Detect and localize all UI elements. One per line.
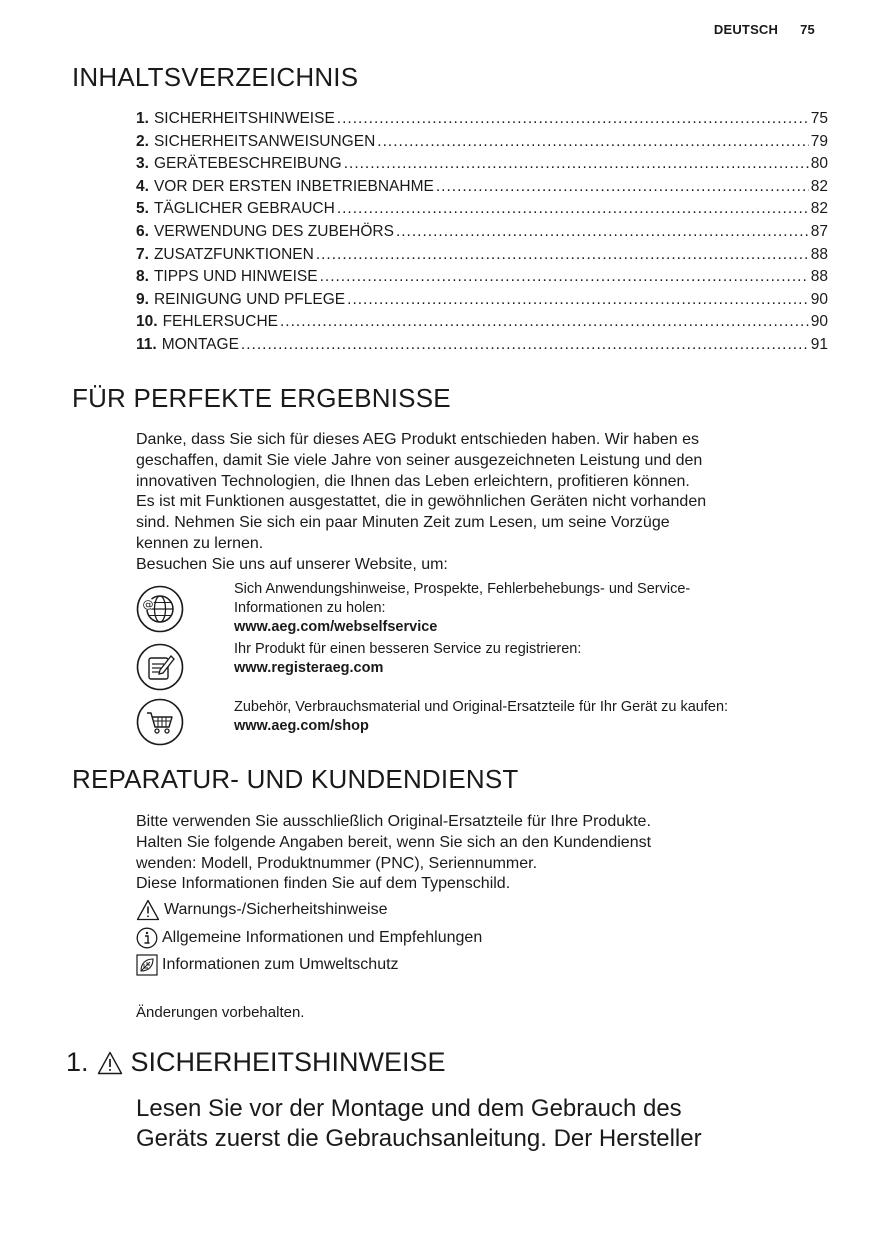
text-line: Es ist mit Funktionen ausgestattet, die in gewöhnlichen Geräten nicht vorhanden — [136, 493, 707, 511]
shop-link[interactable]: www.aeg.com/shop — [234, 718, 369, 734]
toc-leader — [396, 223, 809, 241]
globe-at-icon — [136, 585, 184, 633]
warning-triangle-icon — [97, 1051, 123, 1075]
toc-item-page: 88 — [810, 245, 828, 263]
toc-item-page: 91 — [810, 335, 828, 353]
svg-text:@: @ — [142, 598, 154, 611]
page-number: 75 — [800, 22, 815, 37]
toc-item[interactable] — [136, 133, 828, 156]
toc-title: INHALTSVERZEICHNIS — [72, 62, 359, 92]
toc-item[interactable] — [136, 336, 828, 359]
warning-triangle-icon — [136, 899, 160, 921]
toc-item-number: 2. — [136, 132, 149, 150]
leaf-icon — [136, 954, 158, 976]
toc-item-number: 1. — [136, 110, 149, 127]
info-circle-icon — [136, 927, 158, 949]
toc-item-number: 3. — [136, 155, 149, 173]
text-line: wenden: Modell, Produktnummer (PNC), Seriennummer. — [136, 854, 538, 872]
toc-item-label: VOR DER ERSTEN INBETRIEBNAHME — [153, 177, 434, 195]
text-line: sind. Nehmen Sie sich ein paar Minuten Zeit zum Lesen, um seine Vorzüge — [136, 514, 670, 532]
contact-text: Informationen zu holen: — [234, 600, 386, 616]
toc-item-number: 11. — [136, 335, 157, 353]
webselfservice-link[interactable]: www.aeg.com/webselfservice — [234, 619, 438, 635]
table-of-contents — [136, 110, 828, 359]
toc-item-page: 82 — [810, 177, 828, 195]
toc-item[interactable] — [136, 223, 828, 246]
legend-info — [136, 927, 482, 949]
toc-leader — [280, 313, 809, 331]
toc-item-label: FEHLERSUCHE — [162, 313, 278, 331]
toc-item-label: GERÄTEBESCHREIBUNG — [153, 155, 342, 173]
toc-leader — [347, 291, 809, 309]
toc-item-number: 4. — [136, 177, 149, 195]
toc-item[interactable] — [136, 178, 828, 201]
toc-item[interactable] — [136, 200, 828, 223]
toc-item-label: MONTAGE — [161, 335, 239, 353]
toc-item[interactable] — [136, 313, 828, 336]
toc-leader — [337, 200, 809, 218]
text-line: Besuchen Sie uns auf unserer Website, um: — [136, 555, 448, 573]
section-1-heading — [66, 1047, 446, 1078]
shopping-cart-icon — [136, 698, 184, 746]
text-line: Lesen Sie vor der Montage und dem Gebrauch des — [136, 1095, 682, 1122]
legend-label: Warnungs-/Sicherheitshinweise — [164, 901, 388, 918]
section-title-service: REPARATUR- UND KUNDENDIENST — [72, 764, 519, 794]
register-pencil-icon — [136, 643, 184, 691]
toc-item-label: ZUSATZFUNKTIONEN — [153, 245, 314, 263]
toc-item-label: SICHERHEITSANWEISUNGEN — [153, 132, 376, 150]
section-number: 1. — [66, 1047, 89, 1077]
toc-item-page: 75 — [810, 110, 828, 127]
toc-item-label: VERWENDUNG DES ZUBEHÖRS — [153, 222, 394, 240]
contact-text: Ihr Produkt für einen besseren Service zu registrieren: — [234, 641, 582, 657]
toc-item-number: 8. — [136, 268, 149, 286]
toc-item[interactable] — [136, 110, 828, 133]
section-title: SICHERHEITSHINWEISE — [130, 1047, 446, 1077]
contact-text: Zubehör, Verbrauchsmaterial und Original-Ersatzteile für Ihr Gerät zu kaufen: — [234, 699, 729, 715]
toc-item[interactable] — [136, 291, 828, 314]
toc-leader — [316, 246, 809, 264]
intro-paragraph — [136, 430, 826, 576]
toc-item-number: 10. — [136, 313, 158, 331]
toc-item-label: TIPPS UND HINWEISE — [153, 268, 318, 286]
changes-note: Änderungen vorbehalten. — [136, 1004, 305, 1021]
toc-item-number: 7. — [136, 245, 149, 263]
toc-leader — [320, 268, 809, 286]
page-header — [714, 22, 815, 37]
toc-item-label: SICHERHEITSHINWEISE — [153, 110, 335, 127]
toc-item-page: 82 — [810, 200, 828, 218]
toc-item[interactable] — [136, 155, 828, 178]
toc-item-page: 90 — [810, 313, 828, 331]
language-label: DEUTSCH — [713, 22, 779, 37]
toc-item-page: 88 — [810, 268, 828, 286]
toc-item-number: 9. — [136, 290, 149, 308]
section-1-intro — [136, 1094, 836, 1154]
section-title-perfect-results: FÜR PERFEKTE ERGEBNISSE — [72, 383, 451, 413]
toc-leader — [377, 133, 808, 151]
service-paragraph — [136, 812, 826, 895]
toc-leader — [344, 155, 809, 173]
legend-label: Informationen zum Umweltschutz — [162, 956, 399, 973]
toc-leader — [337, 110, 809, 128]
toc-item-number: 5. — [136, 200, 149, 218]
text-line: Geräts zuerst die Gebrauchsanleitung. Der Hersteller — [136, 1125, 702, 1152]
legend-environment — [136, 954, 399, 976]
text-line: innovativen Technologien, die Ihnen das Leben erleichtern, profitieren können. — [136, 472, 690, 490]
text-line: Danke, dass Sie sich für dieses AEG Produkt entschieden haben. Wir haben es — [136, 431, 699, 448]
toc-item-page: 79 — [810, 132, 828, 150]
legend-label: Allgemeine Informationen und Empfehlungen — [162, 929, 483, 946]
text-line: geschaffen, damit Sie viele Jahre von seiner ausgezeichneten Leistung und den — [136, 451, 703, 469]
toc-item-label: REINIGUNG UND PFLEGE — [153, 290, 346, 308]
text-line: Bitte verwenden Sie ausschließlich Original-Ersatzteile für Ihre Produkte. — [136, 813, 651, 830]
legend-warning — [136, 899, 388, 921]
register-link[interactable]: www.registeraeg.com — [234, 660, 384, 676]
toc-item[interactable] — [136, 268, 828, 291]
text-line: kennen zu lernen. — [136, 534, 264, 552]
toc-item-page: 87 — [810, 222, 828, 240]
toc-item-page: 90 — [810, 290, 828, 308]
toc-item[interactable] — [136, 246, 828, 269]
toc-item-page: 80 — [810, 155, 828, 173]
toc-leader — [241, 336, 809, 354]
toc-leader — [436, 178, 809, 196]
contact-text: Sich Anwendungshinweise, Prospekte, Fehlerbehebungs- und Service- — [234, 581, 691, 597]
text-line: Diese Informationen finden Sie auf dem Typenschild. — [136, 875, 511, 893]
text-line: Halten Sie folgende Angaben bereit, wenn Sie sich an den Kundendienst — [136, 833, 652, 851]
toc-item-number: 6. — [136, 222, 149, 240]
toc-item-label: TÄGLICHER GEBRAUCH — [153, 200, 335, 218]
